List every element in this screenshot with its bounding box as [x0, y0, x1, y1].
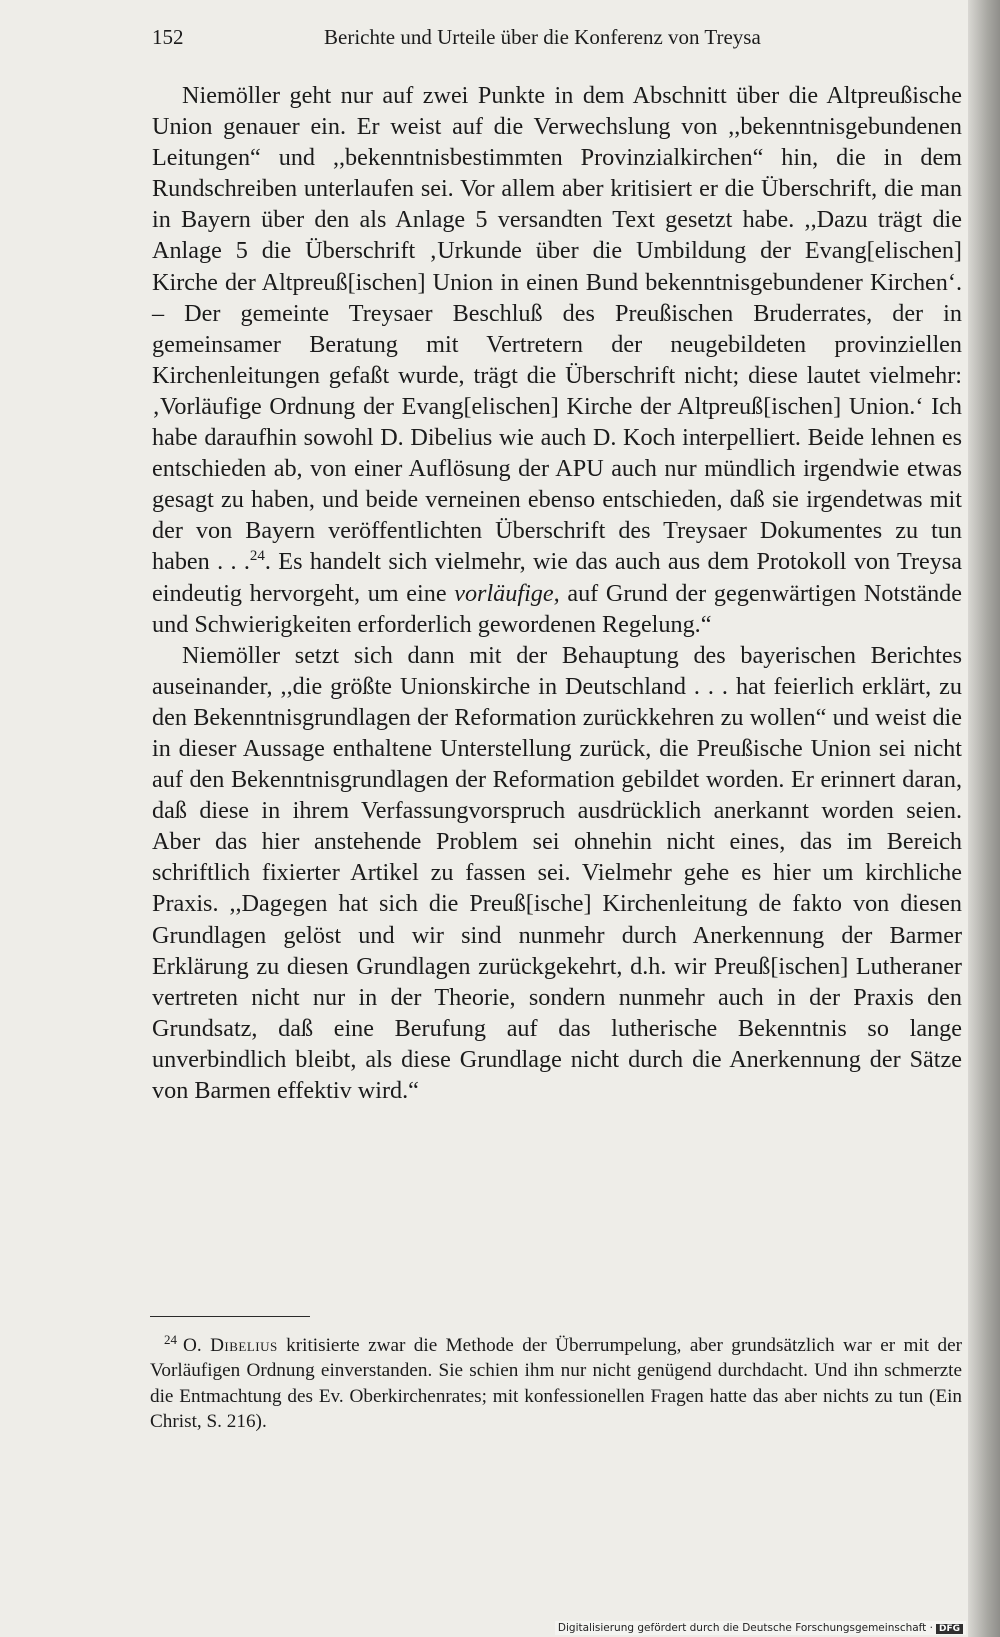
page-number: 152 — [152, 25, 184, 49]
footnote-24 — [150, 1327, 962, 1435]
page-binding-edge — [968, 0, 1000, 1637]
digitization-credit — [555, 1621, 966, 1635]
footnote-marker: 24 — [164, 1332, 177, 1347]
main-text — [152, 80, 962, 1106]
footnote-text: kritisierte zwar die Methode der Überrumpelung, aber grundsätzlich war er mit der Vorläufigen Ordnung einverstanden. Sie schien ihm nur nicht genügend durchdacht. Und ihn schmerzte die Entmachtung des Ev. Oberkirchenrates; mit konfessionellen Fragen hatte das aber nichts zu tun (Ein Christ, S. 216). — [150, 1335, 962, 1433]
footnote-separator — [150, 1316, 310, 1317]
footnote-author-name: Dibelius — [210, 1335, 278, 1356]
running-head: Berichte und Urteile über die Konferenz von Treysa — [324, 25, 761, 49]
paragraph-2: Niemöller setzt sich dann mit der Behauptung des bayerischen Berichtes auseinander, ,,die größte Unionskirche in Deutschland . . . hat feierlich erklärt, zu den Bekenntnisgrundlagen der Reformation zurückkehren zu wollen“ und weist die in dieser Aussage enthaltene Unterstellung zurück, die Preußische Union sei nicht auf den Bekenntnisgrundlagen der Reformation gebildet worden. Er erinnert daran, daß diese in ihrem Verfassungvorspruch ausdrücklich anerkannt worden seien. Aber das hier anstehende Problem sei ohnehin nicht eines, das im Bereich schriftlich fixierter Artikel zu fassen sei. Vielmehr gehe es hier um kirchliche Praxis. ,,Dagegen hat sich die Preuß[ische] Kirchenleitung de fakto von diesen Grundlagen gelöst und wir sind nunmehr durch Anerkennung der Barmer Erklärung zu diesen Grundlagen zurückgekehrt, d.h. wir Preuß[ischen] Lutheraner vertreten nicht nur in der Theorie, sondern nunmehr auch in der Praxis den Grundsatz, daß eine Berufung auf das lutherische Bekenntnis so lange unverbindlich bleibt, als diese Grundlage nicht durch die Anerkennung der Sätze von Barmen effektiv wird.“ — [152, 641, 962, 1104]
dfg-logo: DFG — [936, 1624, 963, 1634]
paragraph-1-text-c: auf Grund der gegenwärtigen Notstände und Schwierigkeiten erforderlich gewordenen Regelung.“ — [152, 579, 962, 638]
paragraph-1 — [152, 80, 962, 640]
paragraph-1-text-a: Niemöller geht nur auf zwei Punkte in dem Abschnitt über die Altpreußische Union genauer ein. Er weist auf die Verwechslung von ,,bekenntnisgebundenen Leitungen“ und ,,bekenntnisbestimmten Provinzialkirchen“ hin, die in dem Rundschreiben unterlaufen sei. Vor allem aber kritisiert er die Überschrift, die man in Bayern über den als Anlage 5 versandten Text gesetzt habe. ,,Dazu trägt die Anlage 5 die Überschrift ‚Urkunde über die Umbildung der Evang[elischen] Kirche der Altpreuß[ischen] Union in einen Bund bekenntnisgebundener Kirchen‘. – Der gemeinte Treysaer Beschluß des Preußischen Bruderrates, der in gemeinsamer Beratung mit Vertretern der neugebildeten provinziellen Kirchenleitungen gefaßt wurde, trägt die Überschrift nicht; diese lautet vielmehr: ‚Vorläufige Ordnung der Evang[elischen] Kirche der Altpreuß[ischen] Union.‘ Ich habe daraufhin sowohl D. Dibelius wie auch D. Koch interpelliert. Beide lehnen es entschieden ab, von einer Auflösung der APU auch nur mündlich irgendwie etwas gesagt zu haben, und beide verneinen ebenso entschieden, daß sie irgendetwas mit der von Bayern veröffentlichten Überschrift des Treysaer Dokumentes zu tun haben . . . — [152, 82, 962, 576]
credit-text: Digitalisierung gefördert durch die Deutsche Forschungsgemeinschaft · — [557, 1622, 933, 1634]
emphasis-vorlaeufige: vorläufige, — [454, 579, 560, 607]
paragraph-1-text-b: . Es handelt sich vielmehr, wie das auch aus dem Protokoll von Treysa eindeutig hervorgeht, um eine — [152, 548, 962, 607]
footnote-author-initial: O. — [183, 1335, 211, 1356]
footnote-reference: 24 — [249, 548, 265, 565]
